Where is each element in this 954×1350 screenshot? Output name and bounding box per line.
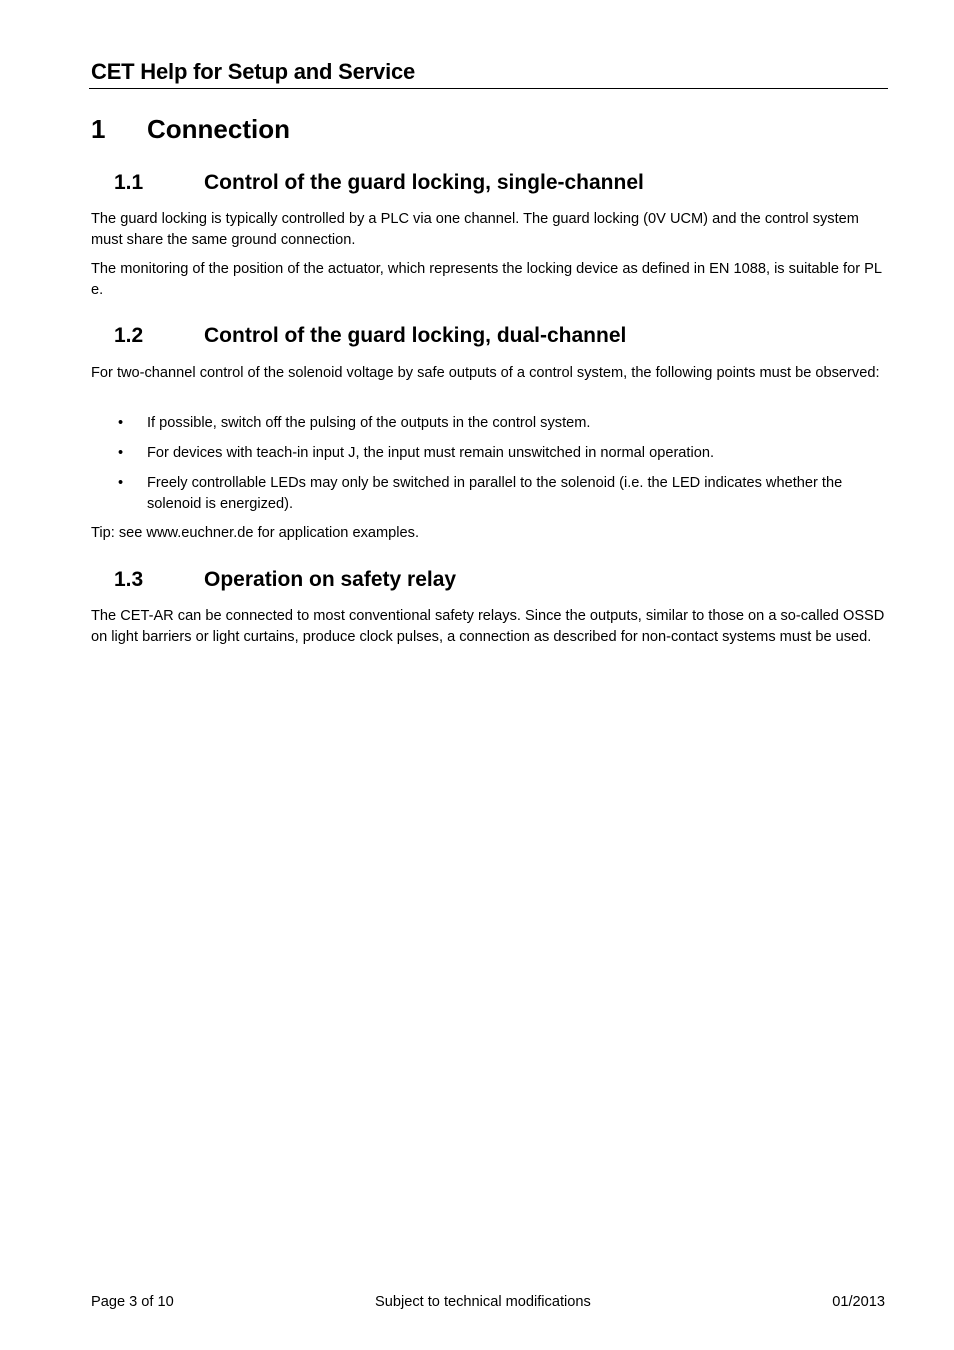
list-item (118, 443, 878, 464)
list-item-text: If possible, switch off the pulsing of the outputs in the control system. (147, 415, 591, 431)
section-number: 1.3 (114, 568, 144, 591)
paragraph: The guard locking is typically controlled by a PLC via one channel. The guard locking (0V UCM) and the control system must share the same ground connection. (91, 211, 859, 248)
section-title: Operation on safety relay (204, 568, 457, 591)
bullet-icon: • (118, 415, 124, 431)
section-heading-1-1 (114, 171, 644, 195)
section-number: 1.1 (114, 171, 144, 194)
footer-date: 01/2013 (832, 1294, 885, 1310)
tip-paragraph: Tip: see www.euchner.de for application examples. (91, 525, 419, 541)
list-item-text: For devices with teach-in input J, the input must remain unswitched in normal operation. (147, 445, 715, 461)
list-item-text: Freely controllable LEDs may only be switched in parallel to the solenoid (i.e. the LED indicates whether the solenoid is energized). (147, 475, 843, 512)
section-title: Control of the guard locking, single-channel (204, 171, 644, 194)
list-item (118, 473, 878, 514)
footer-note: Subject to technical modifications (375, 1294, 591, 1310)
chapter-heading (91, 114, 290, 145)
section-heading-1-3 (114, 568, 456, 592)
paragraph: The monitoring of the position of the actuator, which represents the locking device as defined in EN 1088, is suitable for PL e. (91, 261, 882, 298)
document-header-title: CET Help for Setup and Service (91, 59, 416, 84)
paragraph: The CET-AR can be connected to most conventional safety relays. Since the outputs, similar to those on a so-called OSSD on light barriers or light curtains, produce clock pulses, a connection as described for non-contact systems must be used. (91, 608, 885, 645)
footer-page-number: Page 3 of 10 (91, 1294, 174, 1310)
chapter-title: Connection (147, 114, 290, 144)
bullet-icon: • (118, 475, 124, 491)
list-item (118, 413, 878, 434)
chapter-number: 1 (91, 114, 106, 144)
paragraph: For two-channel control of the solenoid voltage by safe outputs of a control system, the following points must be observed: (91, 365, 880, 381)
section-title: Control of the guard locking, dual-channel (204, 324, 627, 347)
section-heading-1-2 (114, 324, 626, 348)
bullet-icon: • (118, 445, 124, 461)
section-number: 1.2 (114, 324, 144, 347)
header-rule (89, 88, 888, 89)
